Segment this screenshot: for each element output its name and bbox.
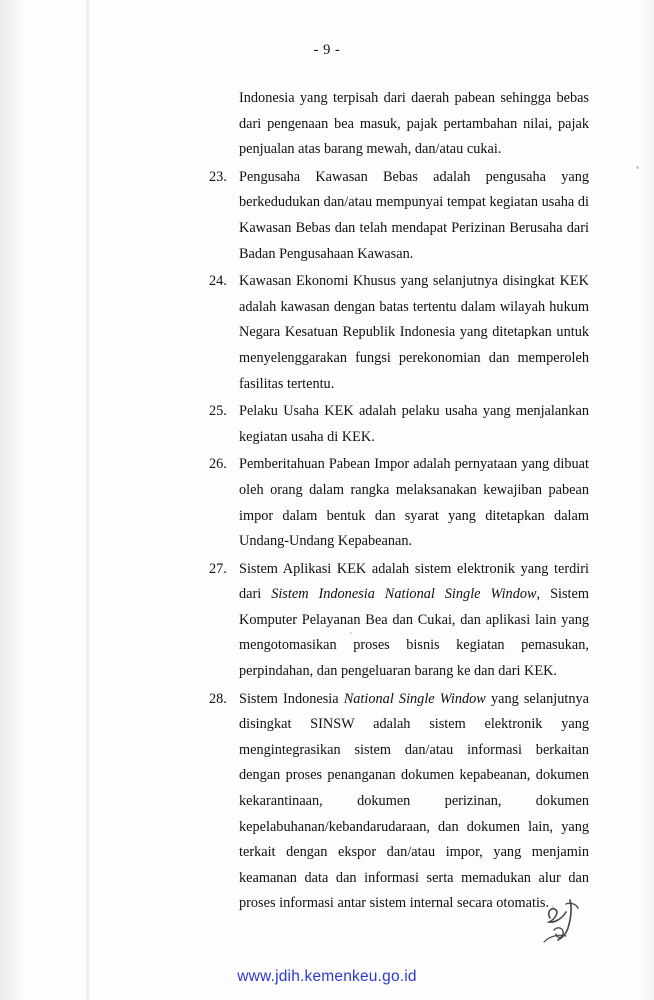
paragraph-text: [239, 687, 589, 917]
page-number: - 9 -: [313, 42, 341, 58]
paragraph-number: 27.: [209, 560, 227, 577]
footer-url[interactable]: www.jdih.kemenkeu.go.id: [237, 968, 417, 985]
paragraph-text-italic: National Single Window: [343, 690, 486, 707]
paragraph-number: 26.: [209, 456, 227, 473]
paragraph-number: 24.: [209, 273, 227, 290]
paragraph-text: Pengusaha Kawasan Bebas adalah pengusaha yang berkedudukan dan/atau mempunyai tempat kegiatan usaha di Kawasan Bebas dan telah mendapat Perizinan Berusaha dari Badan Pengusahaan Kawasan.: [239, 168, 589, 262]
paragraph-item-25: [209, 399, 589, 450]
scan-edge-left: [0, 0, 26, 1000]
paragraph-number: 23.: [209, 168, 227, 185]
paragraph-text: Pelaku Usaha KEK adalah pelaku usaha yang menjalankan kegiatan usaha di KEK.: [239, 403, 589, 445]
paragraph-text-italic: Sistem Indonesia National Single Window: [271, 586, 537, 603]
paragraph-text: Indonesia yang terpisah dari daerah pabean sehingga bebas dari pengenaan bea masuk, pajak pertambahan nilai, pajak penjualan atas barang mewah, dan/atau cukai.: [239, 90, 589, 158]
paragraph-text-after: yang selanjutnya disingkat SINSW adalah sistem elektronik yang mengintegrasikan sistem dan/atau informasi berkaitan dengan proses penanganan dokumen kepabeanan, dokumen kekarantinaan, dokumen perizinan, dokumen kepelabuhanan/kebandarudaraan, dan dokumen lain, yang terkait dengan ekspor dan/atau impor, yang menjamin keamanan data dan informasi serta memadukan alur dan proses informasi antar sistem internal secara otomatis.: [239, 690, 589, 912]
paragraph-text: Pemberitahuan Pabean Impor adalah pernyataan yang dibuat oleh orang dalam rangka melaksanakan kewajiban pabean impor dalam bentuk dan syarat yang ditetapkan dalam Undang-Undang Kepabeanan.: [239, 456, 589, 550]
signature-mark: [536, 884, 606, 954]
scan-edge-right: [638, 0, 654, 1000]
paragraph-item-28: [209, 687, 589, 917]
paragraph-text: Kawasan Ekonomi Khusus yang selanjutnya disingkat KEK adalah kawasan dengan batas tertentu dalam wilayah hukum Negara Kesatuan Republik Indonesia yang ditetapkan untuk menyelenggarakan fungsi perekonomian dan memperoleh fasilitas tertentu.: [239, 273, 589, 392]
paragraph-item-24: [209, 269, 589, 397]
paragraph-text-before: Sistem Aplikasi KEK adalah sistem elektronik yang terdiri dari: [239, 560, 589, 603]
paragraph-item-27: [209, 557, 589, 685]
scan-speck: [636, 166, 639, 169]
paragraph-text-before: Sistem Indonesia: [239, 690, 344, 707]
paragraph-item-23: [209, 165, 589, 267]
paragraph-text: [239, 557, 589, 685]
paragraph-text-after: , Sistem Komputer Pelayanan Bea dan Cukai, dan aplikasi lain yang mengotomasikan proses bisnis kegiatan pemasukan, perpindahan, dan pengeluaran barang ke dan dari KEK.: [239, 586, 589, 680]
scan-fold-line: [86, 0, 89, 1000]
paragraph-item-26: [209, 452, 589, 554]
paragraph-number: 28.: [209, 690, 227, 707]
document-body: [209, 86, 589, 919]
paragraph-continuation: [209, 86, 589, 163]
paragraph-number: 25.: [209, 403, 227, 420]
